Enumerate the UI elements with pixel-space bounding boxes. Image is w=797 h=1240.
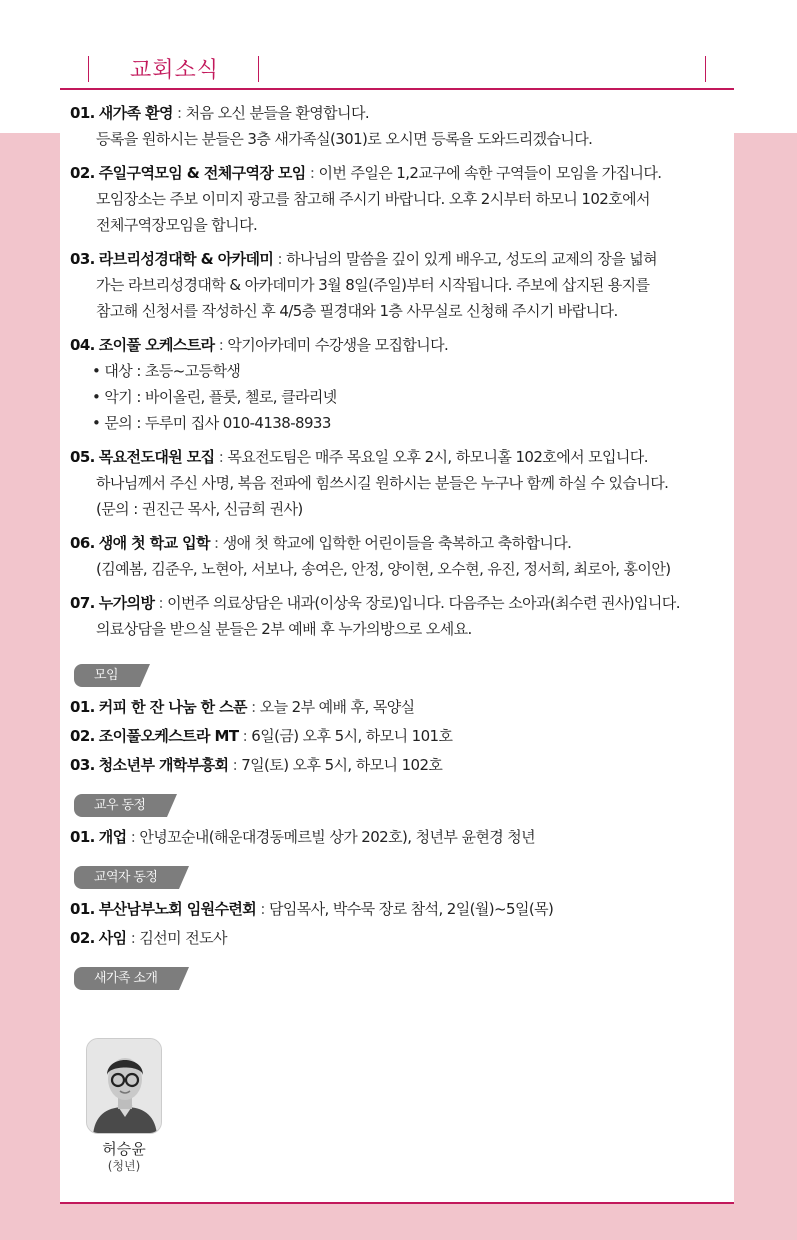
notice-heading: 새가족 환영 [98, 104, 173, 122]
notice-text: 이번 주일은 1,2교구에 속한 구역들이 모임을 가집니다. [318, 164, 662, 182]
left-pink-band [0, 133, 60, 1240]
notice-text: 하나님께서 주신 사명, 복음 전파에 힘쓰시길 원하시는 분들은 누구나 함께 하실 수 있습니다. [96, 474, 669, 492]
item-heading: 커피 한 잔 나눔 한 스푼 [98, 698, 247, 716]
item-text: 오늘 2부 예배 후, 목양실 [259, 698, 415, 716]
notice-text: 전체구역장모임을 합니다. [96, 216, 258, 234]
item-number: 01. [70, 698, 95, 716]
header-divider-mid [258, 56, 259, 82]
item-heading: 청소년부 개학부흥회 [98, 756, 229, 774]
notice-heading: 라브리성경대학 & 아카데미 [98, 250, 274, 268]
notice-text: (문의 : 권진근 목사, 신금희 권사) [96, 500, 303, 518]
item-text: 김선미 전도사 [139, 929, 227, 947]
item-number: 01. [70, 828, 95, 846]
item-number: 01. [70, 900, 95, 918]
notice-number: 06. [70, 534, 95, 552]
item-heading: 부산남부노회 임원수련회 [98, 900, 257, 918]
news-content [70, 100, 734, 996]
notice-heading: 목요전도대원 모집 [98, 448, 215, 466]
notice-number: 07. [70, 594, 95, 612]
item-number: 03. [70, 756, 95, 774]
section-tag-member-news: 교우 동정 [74, 794, 167, 817]
member-news-item: 01. 개업 : 안녕꼬순내(해운대경동메르빌 상가 202호), 청년부 윤현경 청년 [70, 828, 536, 846]
bullet-item: • 대상 : 초등~고등학생 [70, 358, 734, 384]
notice-number: 02. [70, 164, 95, 182]
section-tag-minister-news: 교역자 동정 [74, 866, 179, 889]
notice-orchestra: 04. 조이풀 오케스트라 : 악기아카데미 수강생을 모집합니다. • 대상 : 초등~고등학생 • 악기 : 바이올린, 플룻, 첼로, 클라리넷 • 문의 : 두루미 집사 010-4138-8933 [70, 332, 734, 436]
notice-text: 이번주 의료상담은 내과(이상욱 장로)입니다. 다음주는 소아과(최수련 권사)입니다. [167, 594, 680, 612]
meeting-item: 03. 청소년부 개학부흥회 : 7일(토) 오후 5시, 하모니 102호 [70, 756, 443, 774]
notice-text: 참고해 신청서를 작성하신 후 4/5층 필경대와 1층 사무실로 신청해 주시기 바랍니다. [96, 302, 618, 320]
minister-news-item: 02. 사임 : 김선미 전도사 [70, 929, 227, 947]
person-portrait-icon [87, 1039, 162, 1134]
new-family-profile [86, 1038, 162, 1174]
bullet-item: • 악기 : 바이올린, 플룻, 첼로, 클라리넷 [70, 384, 734, 410]
item-text: 안녕꼬순내(해운대경동메르빌 상가 202호), 청년부 윤현경 청년 [139, 828, 536, 846]
notice-evangelism: 05. 목요전도대원 모집 : 목요전도팀은 매주 목요일 오후 2시, 하모니홀 102호에서 모입니다. 하나님께서 주신 사명, 복음 전파에 힘쓰시길 원하시는 분들은 누구나 함께 하실 수 있습니다. (문의 : 권진근 목사, 신금희 권사) [70, 444, 734, 522]
notice-text: 처음 오신 분들을 환영합니다. [185, 104, 370, 122]
bottom-divider [60, 1202, 734, 1204]
bottom-pink-band [0, 1204, 797, 1240]
item-heading: 사임 [98, 929, 127, 947]
notice-heading: 주일구역모임 & 전체구역장 모임 [98, 164, 306, 182]
item-text: 담임목사, 박수묵 장로 참석, 2일(월)~5일(목) [269, 900, 554, 918]
notice-number: 05. [70, 448, 95, 466]
notice-number: 04. [70, 336, 95, 354]
minister-news-item: 01. 부산남부노회 임원수련회 : 담임목사, 박수묵 장로 참석, 2일(월)~5일(목) [70, 900, 554, 918]
item-text: 6일(금) 오후 5시, 하모니 101호 [251, 727, 453, 745]
page-title: 교회소식 [130, 58, 220, 83]
notice-text: 하나님의 말씀을 깊이 있게 배우고, 성도의 교제의 장을 넓혀 [286, 250, 657, 268]
header-divider-left [88, 56, 89, 82]
notice-text: 가는 라브리성경대학 & 아카데미가 3월 8일(주일)부터 시작됩니다. 주보에 삽지된 용지를 [96, 276, 650, 294]
right-pink-band [734, 133, 797, 1240]
notice-text: 의료상담을 받으실 분들은 2부 예배 후 누가의방으로 오세요. [96, 620, 472, 638]
notice-heading: 누가의방 [98, 594, 155, 612]
notice-number: 01. [70, 104, 95, 122]
profile-name: 허승윤 [102, 1140, 146, 1158]
notice-medical-room: 07. 누가의방 : 이번주 의료상담은 내과(이상욱 장로)입니다. 다음주는 소아과(최수련 권사)입니다. 의료상담을 받으실 분들은 2부 예배 후 누가의방으로 오세요. [70, 590, 734, 642]
notice-text: 생애 첫 학교에 입학한 어린이들을 축복하고 축하합니다. [222, 534, 572, 552]
section-tag-new-family: 새가족 소개 [74, 967, 179, 990]
header-divider-right [705, 56, 706, 82]
notice-text: 등록을 원하시는 분들은 3층 새가족실(301)로 오시면 등록을 도와드리겠습니다. [96, 130, 593, 148]
notice-text: (김예봄, 김준우, 노현아, 서보나, 송여은, 안정, 양이현, 오수현, 유진, 정서희, 최로아, 홍이안) [96, 560, 671, 578]
meeting-item: 02. 조이풀오케스트라 MT : 6일(금) 오후 5시, 하모니 101호 [70, 727, 453, 745]
section-tag-meeting: 모임 [74, 664, 140, 687]
notice-bible-college: 03. 라브리성경대학 & 아카데미 : 하나님의 말씀을 깊이 있게 배우고, 성도의 교제의 장을 넓혀 가는 라브리성경대학 & 아카데미가 3월 8일(주일)부터 시작됩니다. 주보에 삽지된 용지를 참고해 신청서를 작성하신 후 4/5층 필경대와 1층 사무실로 신청해 주시기 바랍니다. [70, 246, 734, 324]
bullet-item: • 문의 : 두루미 집사 010-4138-8933 [70, 410, 734, 436]
notice-first-school: 06. 생애 첫 학교 입학 : 생애 첫 학교에 입학한 어린이들을 축복하고 축하합니다. (김예봄, 김준우, 노현아, 서보나, 송여은, 안정, 양이현, 오수현, 유진, 정서희, 최로아, 홍이안) [70, 530, 734, 582]
item-text: 7일(토) 오후 5시, 하모니 102호 [241, 756, 443, 774]
profile-role: (청년) [107, 1159, 141, 1173]
item-heading: 조이풀오케스트라 MT [98, 727, 239, 745]
notice-text: 목요전도팀은 매주 목요일 오후 2시, 하모니홀 102호에서 모입니다. [227, 448, 648, 466]
notice-heading: 생애 첫 학교 입학 [98, 534, 210, 552]
page-header [60, 52, 734, 90]
notice-heading: 조이풀 오케스트라 [98, 336, 215, 354]
item-number: 02. [70, 727, 95, 745]
meeting-item: 01. 커피 한 잔 나눔 한 스푼 : 오늘 2부 예배 후, 목양실 [70, 698, 415, 716]
notice-district-meeting: 02. 주일구역모임 & 전체구역장 모임 : 이번 주일은 1,2교구에 속한 구역들이 모임을 가집니다. 모임장소는 주보 이미지 광고를 참고해 주시기 바랍니다. 오후 2시부터 하모니 102호에서 전체구역장모임을 합니다. [70, 160, 734, 238]
notice-new-family: 01. 새가족 환영 : 처음 오신 분들을 환영합니다. 등록을 원하시는 분들은 3층 새가족실(301)로 오시면 등록을 도와드리겠습니다. [70, 100, 734, 152]
notice-text: 악기아카데미 수강생을 모집합니다. [227, 336, 449, 354]
notice-text: 모임장소는 주보 이미지 광고를 참고해 주시기 바랍니다. 오후 2시부터 하모니 102호에서 [96, 190, 650, 208]
item-heading: 개업 [98, 828, 127, 846]
profile-photo [86, 1038, 162, 1134]
item-number: 02. [70, 929, 95, 947]
notice-number: 03. [70, 250, 95, 268]
